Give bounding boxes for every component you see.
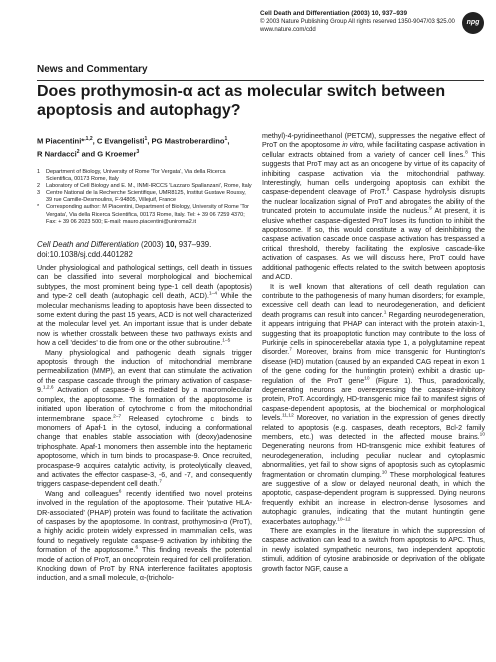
- author-line-1: M Piacentini*$^{,1,2}$, C Evangelisti$^1$, PG Mastroberardino$^1$,: [37, 136, 230, 146]
- body-left-column: [37, 264, 252, 584]
- paragraph: Many physiological and pathogenic death signals trigger apoptosis through the induction of mitochondrial membrane permeabilization (MMP), an event that can stimulate the activation of the caspase cascade through the primary activation of caspase-9.$^{1,2,6}$ Activation of caspase-9 is mediated by a macromolecular complex, the apoptosome. The formation of the apoptosome is initiated upon liberation of cytochrome c from the mitochondrial intermembrane space.$^{2-7}$ Released cytochrome c binds to monomers of Apaf-1 in the cytosol, inducing a conformational change that enables stable association with (deoxy)adenosine triphosphate. Apaf-1 monomers then assemble into the heptameric apoptosome, which in turn binds to procaspase-9. Once recruited, procaspase-9 acquires catalytic activity, is proteolytically cleaved, and activates the effector caspase-3, -6, and -7, and consequently triggers caspase-dependent cell death.$^7$: [37, 348, 252, 489]
- citation-pages: 937–939.: [178, 240, 212, 249]
- citation-year: (2003): [141, 240, 164, 249]
- citation: [37, 240, 257, 260]
- affiliations: [37, 169, 252, 226]
- section-divider: [37, 80, 484, 81]
- citation-doi[interactable]: doi:10.1038/sj.cdd.4401282: [37, 250, 133, 259]
- section-label: News and Commentary: [37, 64, 148, 75]
- paragraph: Under physiological and pathological settings, cell death in tissues can be classified into several morphological and biochemical subtypes, the most prominent being type-1 cell death (apoptosis) and type-2 cell death (autophagic cell death, ACD).$^{1-4}$ While the molecular mechanisms leading to apoptosis have been dissected to some extent during the past 15 years, ACD is not well characterized at the molecular level yet. An important issue that is under debate now is whether crosstalk between these two pathways exists and how a cell 'decides' to die from one or the other subroutine.$^{1-5}$: [37, 264, 252, 348]
- citation-journal: Cell Death and Differentiation: [37, 240, 139, 249]
- author-list: [37, 134, 252, 159]
- journal-header: [260, 10, 460, 34]
- paragraph: Wang and colleagues$^6$ recently identified two novel proteins involved in the regulation of the apoptosome. Their 'putative HLA-DR-associated' (PHAP) protein was found to facilitate the activation of caspases by the apoptosome. In contrast, prothymosin-α (ProT), a highly acidic protein widely expressed in mammalian cells, was found to negatively regulate caspase-9 activation by inhibiting the formation of the apoptosome.$^6$ This finding reveals the potential mode of action of ProT, an oncoprotein required for cell proliferation. Knocking down of ProT by RNA interference facilitates apoptosis induction, and a small molecule, α-(tricholo-: [37, 489, 252, 583]
- npg-logo-icon: npg: [462, 12, 484, 34]
- corresponding-author: * Corresponding author: M Piacentini, Department of Biology, University of Rome 'Tor Vergata', Via della Ricerca Scientifica, 00173 Rome, Italy. Tel: + 39 06 7259 4370; Fax: + 39 06 2023 500; E-mail: mauro.piacentini@uniroma2.it: [37, 204, 250, 225]
- journal-line: Cell Death and Differentiation (2003) 10, 937–939: [260, 10, 408, 17]
- copyright-line: © 2003 Nature Publishing Group All rights reserved 1350-9047/03 $25.00: [260, 19, 455, 25]
- affiliation-item: 3 Centre National de la Recherche Scientifique, UMR8125, Institut Gustave Roussy, 39 rue Camille-Desmoulins, F-94805, Villejuif, France: [37, 190, 246, 204]
- article-title: Does prothymosin-α act as molecular switch between apoptosis and autophagy?: [37, 83, 446, 119]
- affiliation-item: 2 Laboratory of Cell Biology and E. M., INMI-IRCCS 'Lazzaro Spallanzani', Rome, Italy: [37, 183, 252, 190]
- author-line-2: R Nardacci$^2$ and G Kroemer$^3$: [37, 148, 140, 159]
- affiliation-item: 1 Department of Biology, University of Rome 'Tor Vergata', Via della Ricerca Scientifica, 00173 Rome, Italy: [37, 169, 226, 183]
- paragraph: There are examples in the literature in which the suppression of caspase activation can lead to a switch from apoptosis to APC. Thus, in newly isolated sympathetic neurons, two independent apoptotic stimuli, addition of cytosine arabinoside or deprivation of the obligate growth factor NGF, cause a: [262, 527, 485, 573]
- paragraph: methyl)-4-pyridineethanol (PETCM), suppresses the negative effect of ProT on the apoptosome in vitro, while facilitating caspase activation in cellular extracts obtained from a variety of cancer cell lines.$^8$ This suggests that ProT may act as an oncogene by virtue of its capacity of inhibiting caspase activation via the mitochondrial pathway. Interestingly, human cells undergoing apoptosis can exhibit the caspase-dependent cleavage of ProT.$^9$ Caspase hydrolysis disrupts the nuclear localization signal of ProT and abrogates the ability of the truncated protein to accumulate inside the nucleus.$^9$ At present, it is elusive whether caspase-digested ProT loses its function to inhibit the apoptosome. If so, this would constitute a way of deinhibiting the caspase activation cascade once caspase activation has trespassed a critical threshold, thereby facilitating the explosive cascade-like activation of caspases. As we will discuss here, ProT could have additional pathogenic effects related to the switch between apoptosis and ACD.: [262, 132, 485, 282]
- body-right-column: [262, 132, 485, 574]
- journal-url[interactable]: www.nature.com/cdd: [260, 27, 316, 33]
- citation-volume: 10,: [165, 240, 177, 249]
- paragraph: It is well known that alterations of cell death regulation can contribute to the pathogenesis of many human disorders; for example, excessive cell death can lead to neurodegeneration, and deficient death programs can result into cancer.$^1$ Regarding neurodegeneration, it appears intriguing that PHAP can interact with the protein ataxin-1, suggesting that its proapoptotic function may contribute to the loss of Purkinje cells in spinocerebellar ataxia type 1, a polyglutamine repeat disorder.$^7$ Moreover, brains from mice transgenic for Huntington's disease (HD) mutation (caused by an expanded CAG repeat in exon 1 of the gene coding for the huntingtin protein) exhibit a drastic up-regulation of the ProT gene$^{10}$ (Figure 1). Thus, paradoxically, degenerating neurons are overexpressing the caspase-inhibitory protein, ProT. Accordingly, HD-transgenic mice fail to manifest signs of caspase-dependent apoptosis, at the biochemical or morphological levels.$^{11,12}$ Moreover, no variation in the expression of genes directly related to apoptosis (e.g. caspases, death receptors, Bcl-2 family members, etc.) was detected in the affected mouse brains.$^{10}$ Degenerating neurons from HD-transgenic mice exhibit features of neurodegeneration, including peculiar nuclear and cytoplasmic abnormalities, yet fail to show signs of apoptosis such as cytoplasmic fragmentation or chromatin clumping.$^{10}$ These morphological features are suggestive of a slow or delayed neuronal death, in which the apoptotic, caspase-dependent program is suppressed. Dying neurons frequently exhibit an increase in electron-dense lysosomes and autophagic granules, indicating that the mutant huntingtin gene exacerbates autophagy.$^{10-12}$: [262, 282, 485, 526]
